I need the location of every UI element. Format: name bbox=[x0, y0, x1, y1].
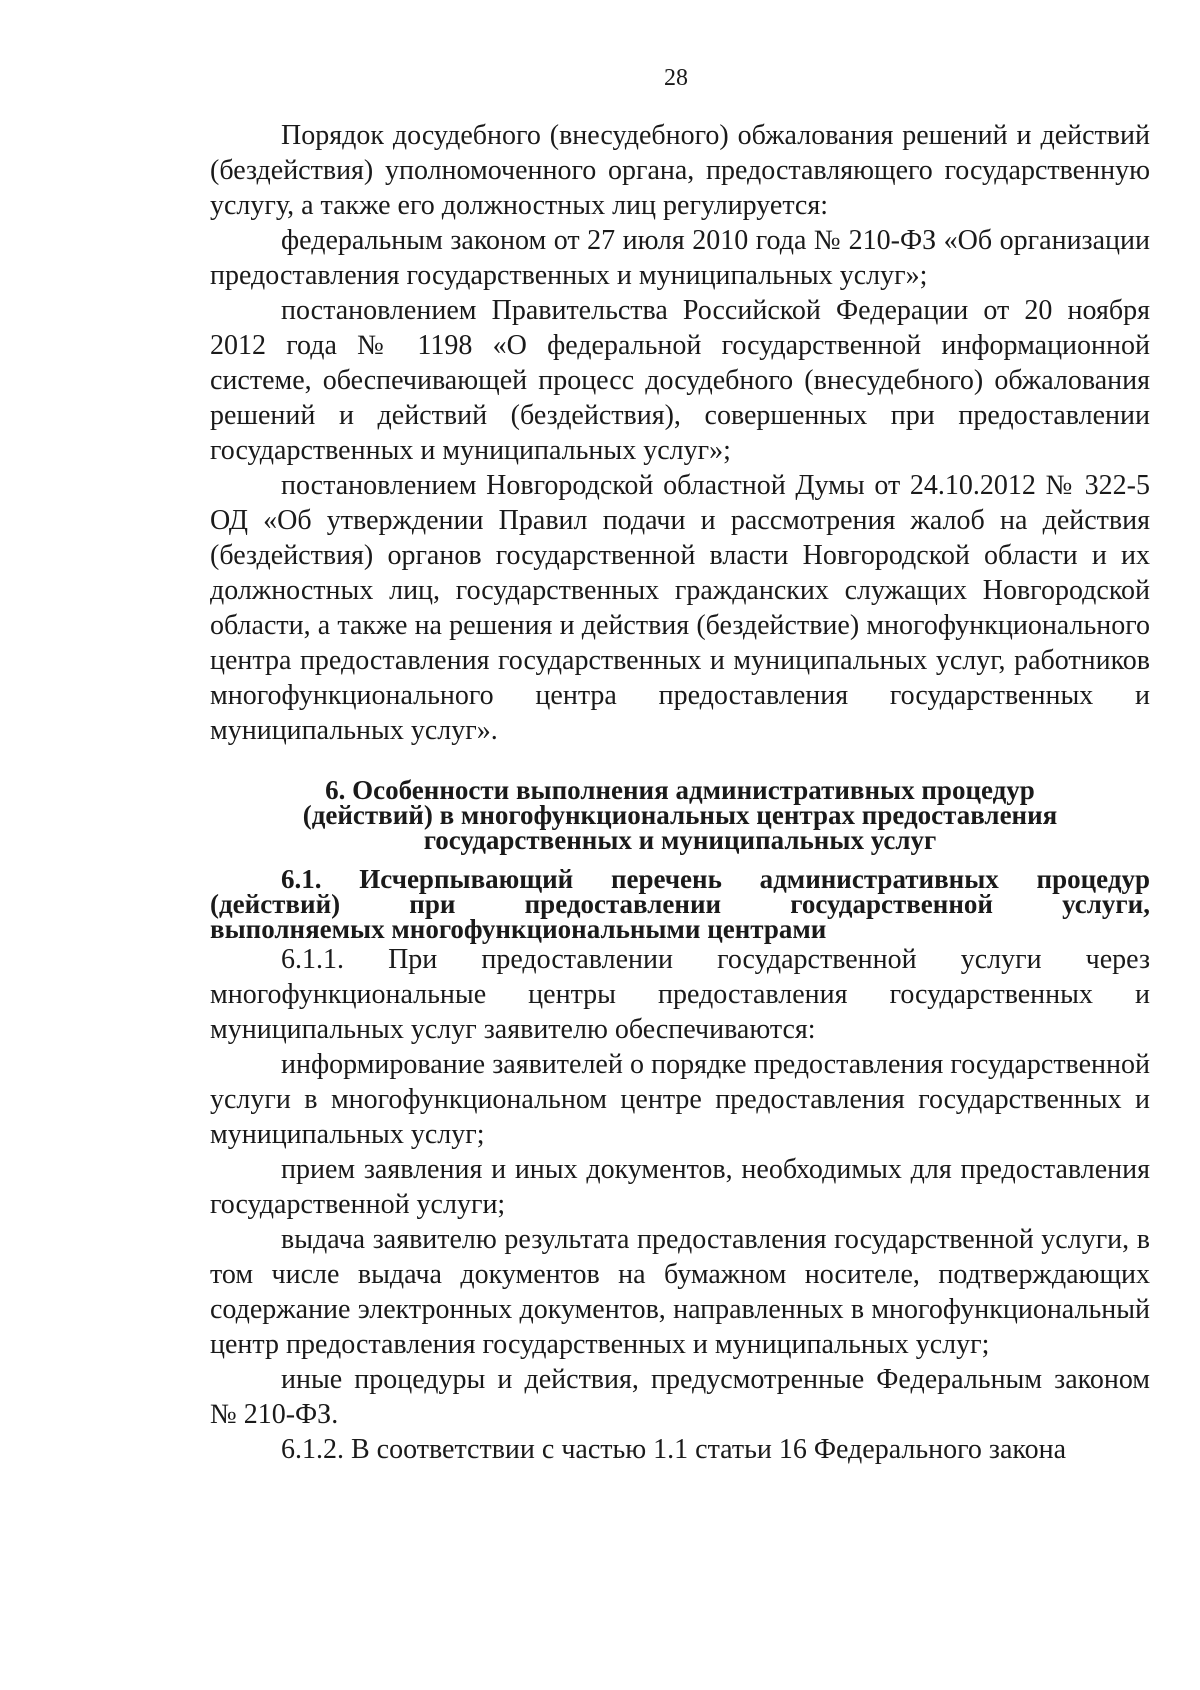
paragraph-6-1-2: 6.1.2. В соответствии с частью 1.1 статьи 16 Федерального закона bbox=[281, 1434, 1066, 1465]
page-number: 28 bbox=[664, 65, 688, 91]
subsection-heading-line: 6.1. Исчерпывающий перечень административных процедур bbox=[281, 864, 1150, 894]
paragraph-appeal-procedure: Порядок досудебного (внесудебного) обжалования решений и действий (бездействия) уполномоченного органа, предоставляющего государственную услугу, а также его должностных лиц регулируется: bbox=[210, 120, 1150, 221]
list-item-other-procedures: иные процедуры и действия, предусмотренные Федеральным законом № 210-ФЗ. bbox=[210, 1364, 1150, 1430]
section-heading-line: 6. Особенности выполнения административных процедур bbox=[325, 775, 1035, 805]
paragraph-6-1-1: 6.1.1. При предоставлении государственной услуги через многофункциональные центры предоставления государственных и муниципальных услуг заявителю обеспечиваются: bbox=[210, 944, 1150, 1045]
subsection-heading-line: выполняемых многофункциональными центрами bbox=[210, 914, 827, 944]
section-heading bbox=[210, 775, 1150, 855]
list-item-informing: информирование заявителей о порядке предоставления государственной услуги в многофункциональном центре предоставления государственных и муниципальных услуг; bbox=[210, 1049, 1150, 1150]
paragraph-federal-law: федеральным законом от 27 июля 2010 года № 210-ФЗ «Об организации предоставления государственных и муниципальных услуг»; bbox=[210, 225, 1150, 291]
list-item-issuance: выдача заявителю результата предоставления государственной услуги, в том числе выдача документов на бумажном носителе, подтверждающих содержание электронных документов, направленных в многофункциональный центр предоставления государственных и муниципальных услуг; bbox=[210, 1224, 1150, 1360]
subsection-heading-line: (действий) при предоставлении государственной услуги, bbox=[210, 889, 1150, 919]
subsection-heading bbox=[210, 864, 1150, 944]
paragraph-novgorod-duma-decree: постановлением Новгородской областной Думы от 24.10.2012 № 322-5 ОД «Об утверждении Правил подачи и рассмотрения жалоб на действия (бездействия) органов государственной власти Новгородской области и их должностных лиц, государственных гражданских служащих Новгородской области, а также на решения и действия (бездействие) многофункционального центра предоставления государственных и муниципальных услуг, работников многофункционального центра предоставления государственных и муниципальных услуг». bbox=[210, 470, 1150, 746]
section-heading-line: (действий) в многофункциональных центрах предоставления bbox=[302, 800, 1058, 830]
paragraph-government-decree: постановлением Правительства Российской Федерации от 20 ноября 2012 года № 1198 «О федеральной государственной информационной системе, обеспечивающей процесс досудебного (внесудебного) обжалования решений и действий (бездействия), совершенных при предоставлении государственных и муниципальных услуг»; bbox=[210, 295, 1150, 466]
list-item-reception: прием заявления и иных документов, необходимых для предоставления государственной услуги; bbox=[210, 1154, 1150, 1220]
section-heading-line: государственных и муниципальных услуг bbox=[423, 825, 937, 855]
document-body bbox=[210, 118, 1150, 1467]
